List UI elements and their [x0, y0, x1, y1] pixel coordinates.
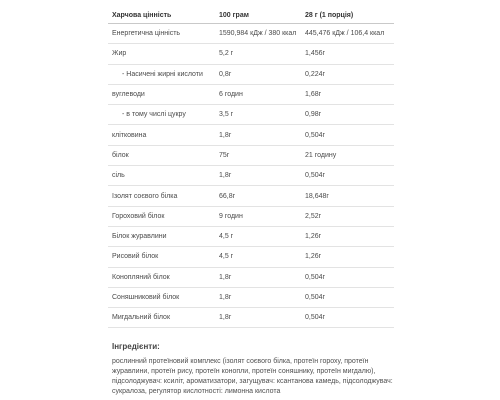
- value-per-serving: 0,224г: [301, 64, 394, 84]
- value-per-serving: 0,98г: [301, 105, 394, 125]
- nutrient-name: білок: [108, 145, 215, 165]
- value-per-serving: 0,504г: [301, 166, 394, 186]
- value-per-100g: 4,5 г: [215, 226, 301, 246]
- table-row: [108, 308, 394, 328]
- value-per-serving: 21 годину: [301, 145, 394, 165]
- value-per-100g: 9 годин: [215, 206, 301, 226]
- nutrition-table-body: [108, 24, 394, 328]
- nutrient-name: Гороховий білок: [108, 206, 215, 226]
- value-per-serving: 1,456г: [301, 44, 394, 64]
- value-per-100g: 1,8г: [215, 166, 301, 186]
- nutrient-name: Конопляний білок: [108, 267, 215, 287]
- nutrient-name: Рисовий білок: [108, 247, 215, 267]
- value-per-serving: 1,26г: [301, 226, 394, 246]
- nutrient-name: клітковина: [108, 125, 215, 145]
- ingredients-text: рослинний протеїновий комплекс (ізолят соєвого білка, протеїн гороху, протеїн журавлини, протеїн рису, протеїн конопли, протеїн соняшнику, протеїн мигдалю), підсолоджувач: ксиліт, ароматизатори, загущувач: ксантанова камедь, підсолоджувач: сукралоза, регулятор кислотності: лимонна кислота: [112, 358, 393, 395]
- nutrient-name: вуглеводи: [108, 84, 215, 104]
- column-header-per-serving: 28 г (1 порція): [301, 8, 394, 24]
- table-row: [108, 84, 394, 104]
- value-per-serving: 0,504г: [301, 125, 394, 145]
- column-header-per-100g: 100 грам: [215, 8, 301, 24]
- nutrient-name: сіль: [108, 166, 215, 186]
- table-row: [108, 125, 394, 145]
- table-row: [108, 267, 394, 287]
- value-per-100g: 1,8г: [215, 125, 301, 145]
- nutrient-name: - Насичені жирні кислоти: [108, 64, 215, 84]
- column-header-nutrient: Харчова цінність: [108, 8, 215, 24]
- value-per-100g: 5,2 г: [215, 44, 301, 64]
- value-per-100g: 0,8г: [215, 64, 301, 84]
- value-per-serving: 0,504г: [301, 308, 394, 328]
- value-per-100g: 66,8г: [215, 186, 301, 206]
- nutrient-name: Енергетична цінність: [108, 24, 215, 44]
- table-row: [108, 64, 394, 84]
- table-row: [108, 287, 394, 307]
- table-row: [108, 44, 394, 64]
- value-per-serving: 0,504г: [301, 267, 394, 287]
- ingredients-title: Інгредієнти:: [112, 342, 160, 351]
- ingredients-section: [112, 342, 404, 397]
- nutrient-name: Соняшниковий білок: [108, 287, 215, 307]
- table-row: [108, 105, 394, 125]
- value-per-serving: 2,52г: [301, 206, 394, 226]
- value-per-100g: 1590,984 кДж / 380 ккал: [215, 24, 301, 44]
- table-row: [108, 226, 394, 246]
- value-per-serving: 0,504г: [301, 287, 394, 307]
- nutrient-name: - в тому числі цукру: [108, 105, 215, 125]
- value-per-serving: 1,26г: [301, 247, 394, 267]
- nutrient-name: Мигдальний білок: [108, 308, 215, 328]
- nutrient-name: Білок журавлини: [108, 226, 215, 246]
- value-per-serving: 445,476 кДж / 106,4 ккал: [301, 24, 394, 44]
- value-per-100g: 1,8г: [215, 287, 301, 307]
- nutrition-table: [108, 8, 394, 328]
- value-per-100g: 3,5 г: [215, 105, 301, 125]
- value-per-100g: 6 годин: [215, 84, 301, 104]
- table-row: [108, 206, 394, 226]
- table-header-row: [108, 8, 394, 24]
- value-per-serving: 1,68г: [301, 84, 394, 104]
- table-row: [108, 24, 394, 44]
- nutrient-name: Ізолят соєвого білка: [108, 186, 215, 206]
- table-row: [108, 166, 394, 186]
- value-per-100g: 75г: [215, 145, 301, 165]
- nutrition-table-header: [108, 8, 394, 24]
- value-per-serving: 18,648г: [301, 186, 394, 206]
- nutrient-name: Жир: [108, 44, 215, 64]
- table-row: [108, 247, 394, 267]
- table-row: [108, 186, 394, 206]
- value-per-100g: 1,8г: [215, 308, 301, 328]
- value-per-100g: 1,8г: [215, 267, 301, 287]
- value-per-100g: 4,5 г: [215, 247, 301, 267]
- table-row: [108, 145, 394, 165]
